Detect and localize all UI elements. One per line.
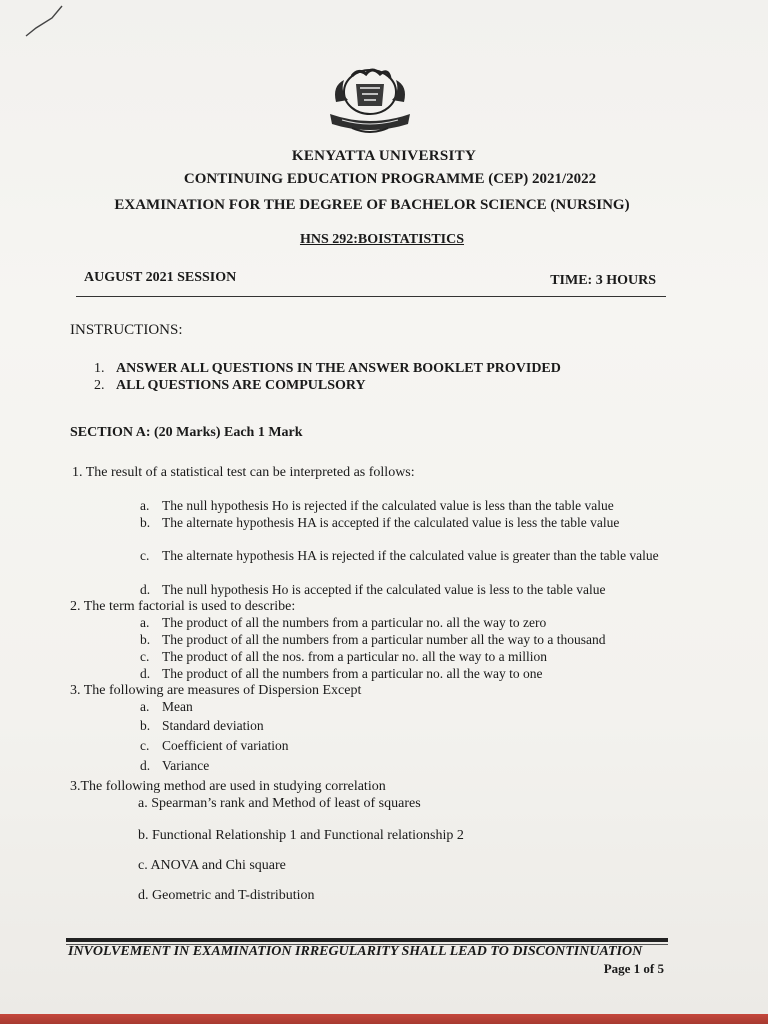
examination-title: EXAMINATION FOR THE DEGREE OF BACHELOR SCIENCE (NURSING) [114,197,630,213]
page-suffix: of 5 [640,961,664,976]
instructions-heading: INSTRUCTIONS: [70,322,183,338]
page-current: 1 [633,961,641,976]
instruction-number: 1. [94,361,105,376]
question-2: 2. The term factorial is used to describe: [70,599,296,614]
option-text: The null hypothesis Ho is accepted if the calculated value is less to the table value [162,582,606,597]
option-text: The alternate hypothesis HA is rejected if the calculated value is greater than the table value [162,548,659,563]
instruction-item [94,377,561,394]
option-letter: d. [140,758,151,773]
option-letter: d. [140,666,151,681]
course-code [0,232,766,248]
option-letter: c. [140,548,150,563]
programme-title: CONTINUING EDUCATION PROGRAMME (CEP) 2021/2022 [183,171,597,187]
exam-duration: TIME: 3 HOURS [550,273,656,288]
option-text: The product of all the numbers from a particular no. all the way to zero [162,615,547,630]
option-text: Coefficient of variation [162,738,289,753]
option-text: Standard deviation [162,718,264,733]
university-name: KENYATTA UNIVERSITY [291,148,477,164]
section-a-heading: SECTION A: (20 Marks) Each 1 Mark [70,425,303,440]
irregularity-warning: INVOLVEMENT IN EXAMINATION IRREGULARITY SHALL LEAD TO DISCONTINUATION [68,944,643,959]
option-text: The product of all the nos. from a particular no. all the way to a million [162,649,548,664]
instruction-text: ALL QUESTIONS ARE COMPULSORY [116,378,366,393]
question-1: 1. The result of a statistical test can be interpreted as follows: [72,465,415,480]
university-crest-logo [322,62,418,142]
header-divider [76,296,666,297]
exam-session: AUGUST 2021 SESSION [84,270,237,285]
option-letter: a. [140,699,150,714]
question-4: 3.The following method are used in studying correlation [70,779,386,794]
question-3: 3. The following are measures of Dispersion Except [70,683,362,698]
option-letter: c. [140,649,150,664]
option-letter: b. [140,515,151,530]
option-letter: b. [140,718,151,733]
instruction-item [94,360,561,377]
option-text: The product of all the numbers from a particular number all the way to a thousand [162,632,606,647]
page-number [604,961,664,977]
footer-divider-thick [66,938,668,942]
option-letter: d. [140,582,151,597]
question-4-option-b: b. Functional Relationship 1 and Functional relationship 2 [138,828,464,843]
instruction-number: 2. [94,378,105,393]
option-text: The alternate hypothesis HA is accepted if the calculated value is less the table value [162,515,620,530]
red-bottom-edge [0,1014,768,1024]
page-prefix: Page [603,961,634,976]
option-text: The product of all the numbers from a particular no. all the way to one [162,666,543,681]
option-letter: c. [140,738,150,753]
question-4-option-c: c. ANOVA and Chi square [138,858,286,873]
question-4-option-d: d. Geometric and T-distribution [138,888,315,903]
option-letter: a. [140,498,150,513]
option-text: The null hypothesis Ho is rejected if the calculated value is less than the table value [162,498,614,513]
pen-stroke-mark [22,4,66,38]
option-text: Variance [162,758,210,773]
course-code-text: HNS 292:BOISTATISTICS [299,232,465,247]
instruction-text: ANSWER ALL QUESTIONS IN THE ANSWER BOOKLET PROVIDED [116,361,561,376]
option-letter: b. [140,632,151,647]
question-4-option-a: a. Spearman’s rank and Method of least of squares [138,796,421,811]
option-text: Mean [162,699,193,714]
option-letter: a. [140,615,150,630]
instructions-list [94,360,561,394]
